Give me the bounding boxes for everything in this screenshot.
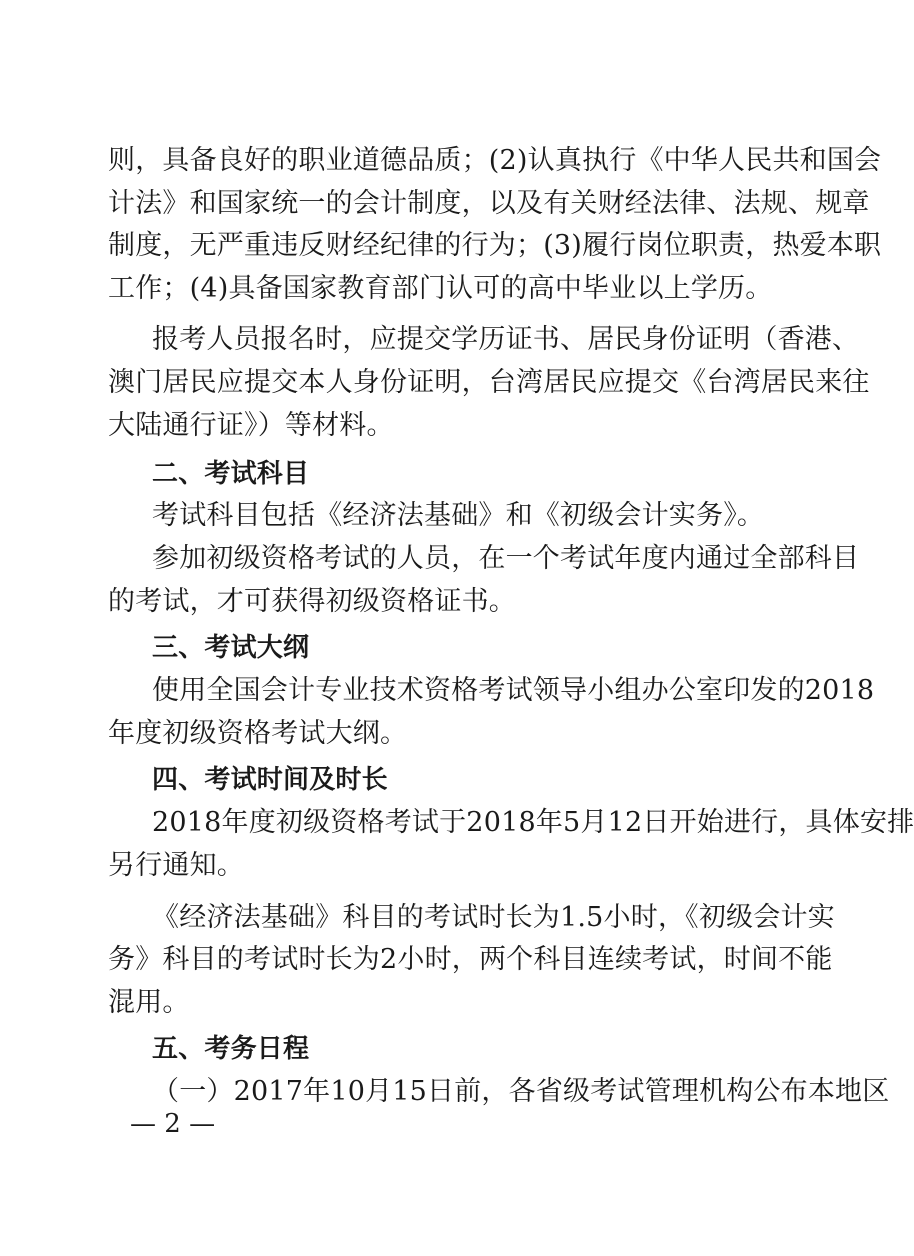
body-line: 计法》和国家统一的会计制度，以及有关财经法律、法规、规章 xyxy=(108,188,870,219)
body-line: 澳门居民应提交本人身份证明，台湾居民应提交《台湾居民来往 xyxy=(108,367,870,398)
body-line: 2018年度初级资格考试于2018年5月12日开始进行，具体安排 xyxy=(152,807,914,838)
body-line: 年度初级资格考试大纲。 xyxy=(108,718,408,749)
body-line: 使用全国会计专业技术资格考试领导小组办公室印发的2018 xyxy=(152,675,875,706)
body-line: 大陆通行证》）等材料。 xyxy=(108,410,394,441)
body-line: 《经济法基础》科目的考试时长为1.5小时，《初级会计实 xyxy=(152,902,835,933)
section-heading: 二、考试科目 xyxy=(152,459,310,489)
body-line: 工作；(4)具备国家教育部门认可的高中毕业以上学历。 xyxy=(108,273,773,304)
body-line: 考试科目包括《经济法基础》和《初级会计实务》。 xyxy=(152,500,765,531)
body-line: （一）2017年10月15日前，各省级考试管理机构公布本地区 xyxy=(152,1076,890,1107)
body-line: 则，具备良好的职业道德品质；(2)认真执行《中华人民共和国会 xyxy=(108,145,882,176)
body-line: 报考人员报名时，应提交学历证书、居民身份证明（香港、 xyxy=(152,324,860,355)
body-line: 混用。 xyxy=(108,987,190,1018)
body-line: 参加初级资格考试的人员，在一个考试年度内通过全部科目 xyxy=(152,543,860,574)
body-line: 另行通知。 xyxy=(108,850,244,881)
section-heading: 三、考试大纲 xyxy=(152,633,310,663)
body-line: 的考试，才可获得初级资格证书。 xyxy=(108,586,516,617)
section-heading: 四、考试时间及时长 xyxy=(152,765,388,795)
page-number: — 2 — xyxy=(130,1109,216,1139)
body-line: 务》科目的考试时长为2小时，两个科目连续考试，时间不能 xyxy=(108,944,833,975)
body-line: 制度，无严重违反财经纪律的行为；(3)履行岗位职责，热爱本职 xyxy=(108,230,882,261)
section-heading: 五、考务日程 xyxy=(152,1034,310,1064)
